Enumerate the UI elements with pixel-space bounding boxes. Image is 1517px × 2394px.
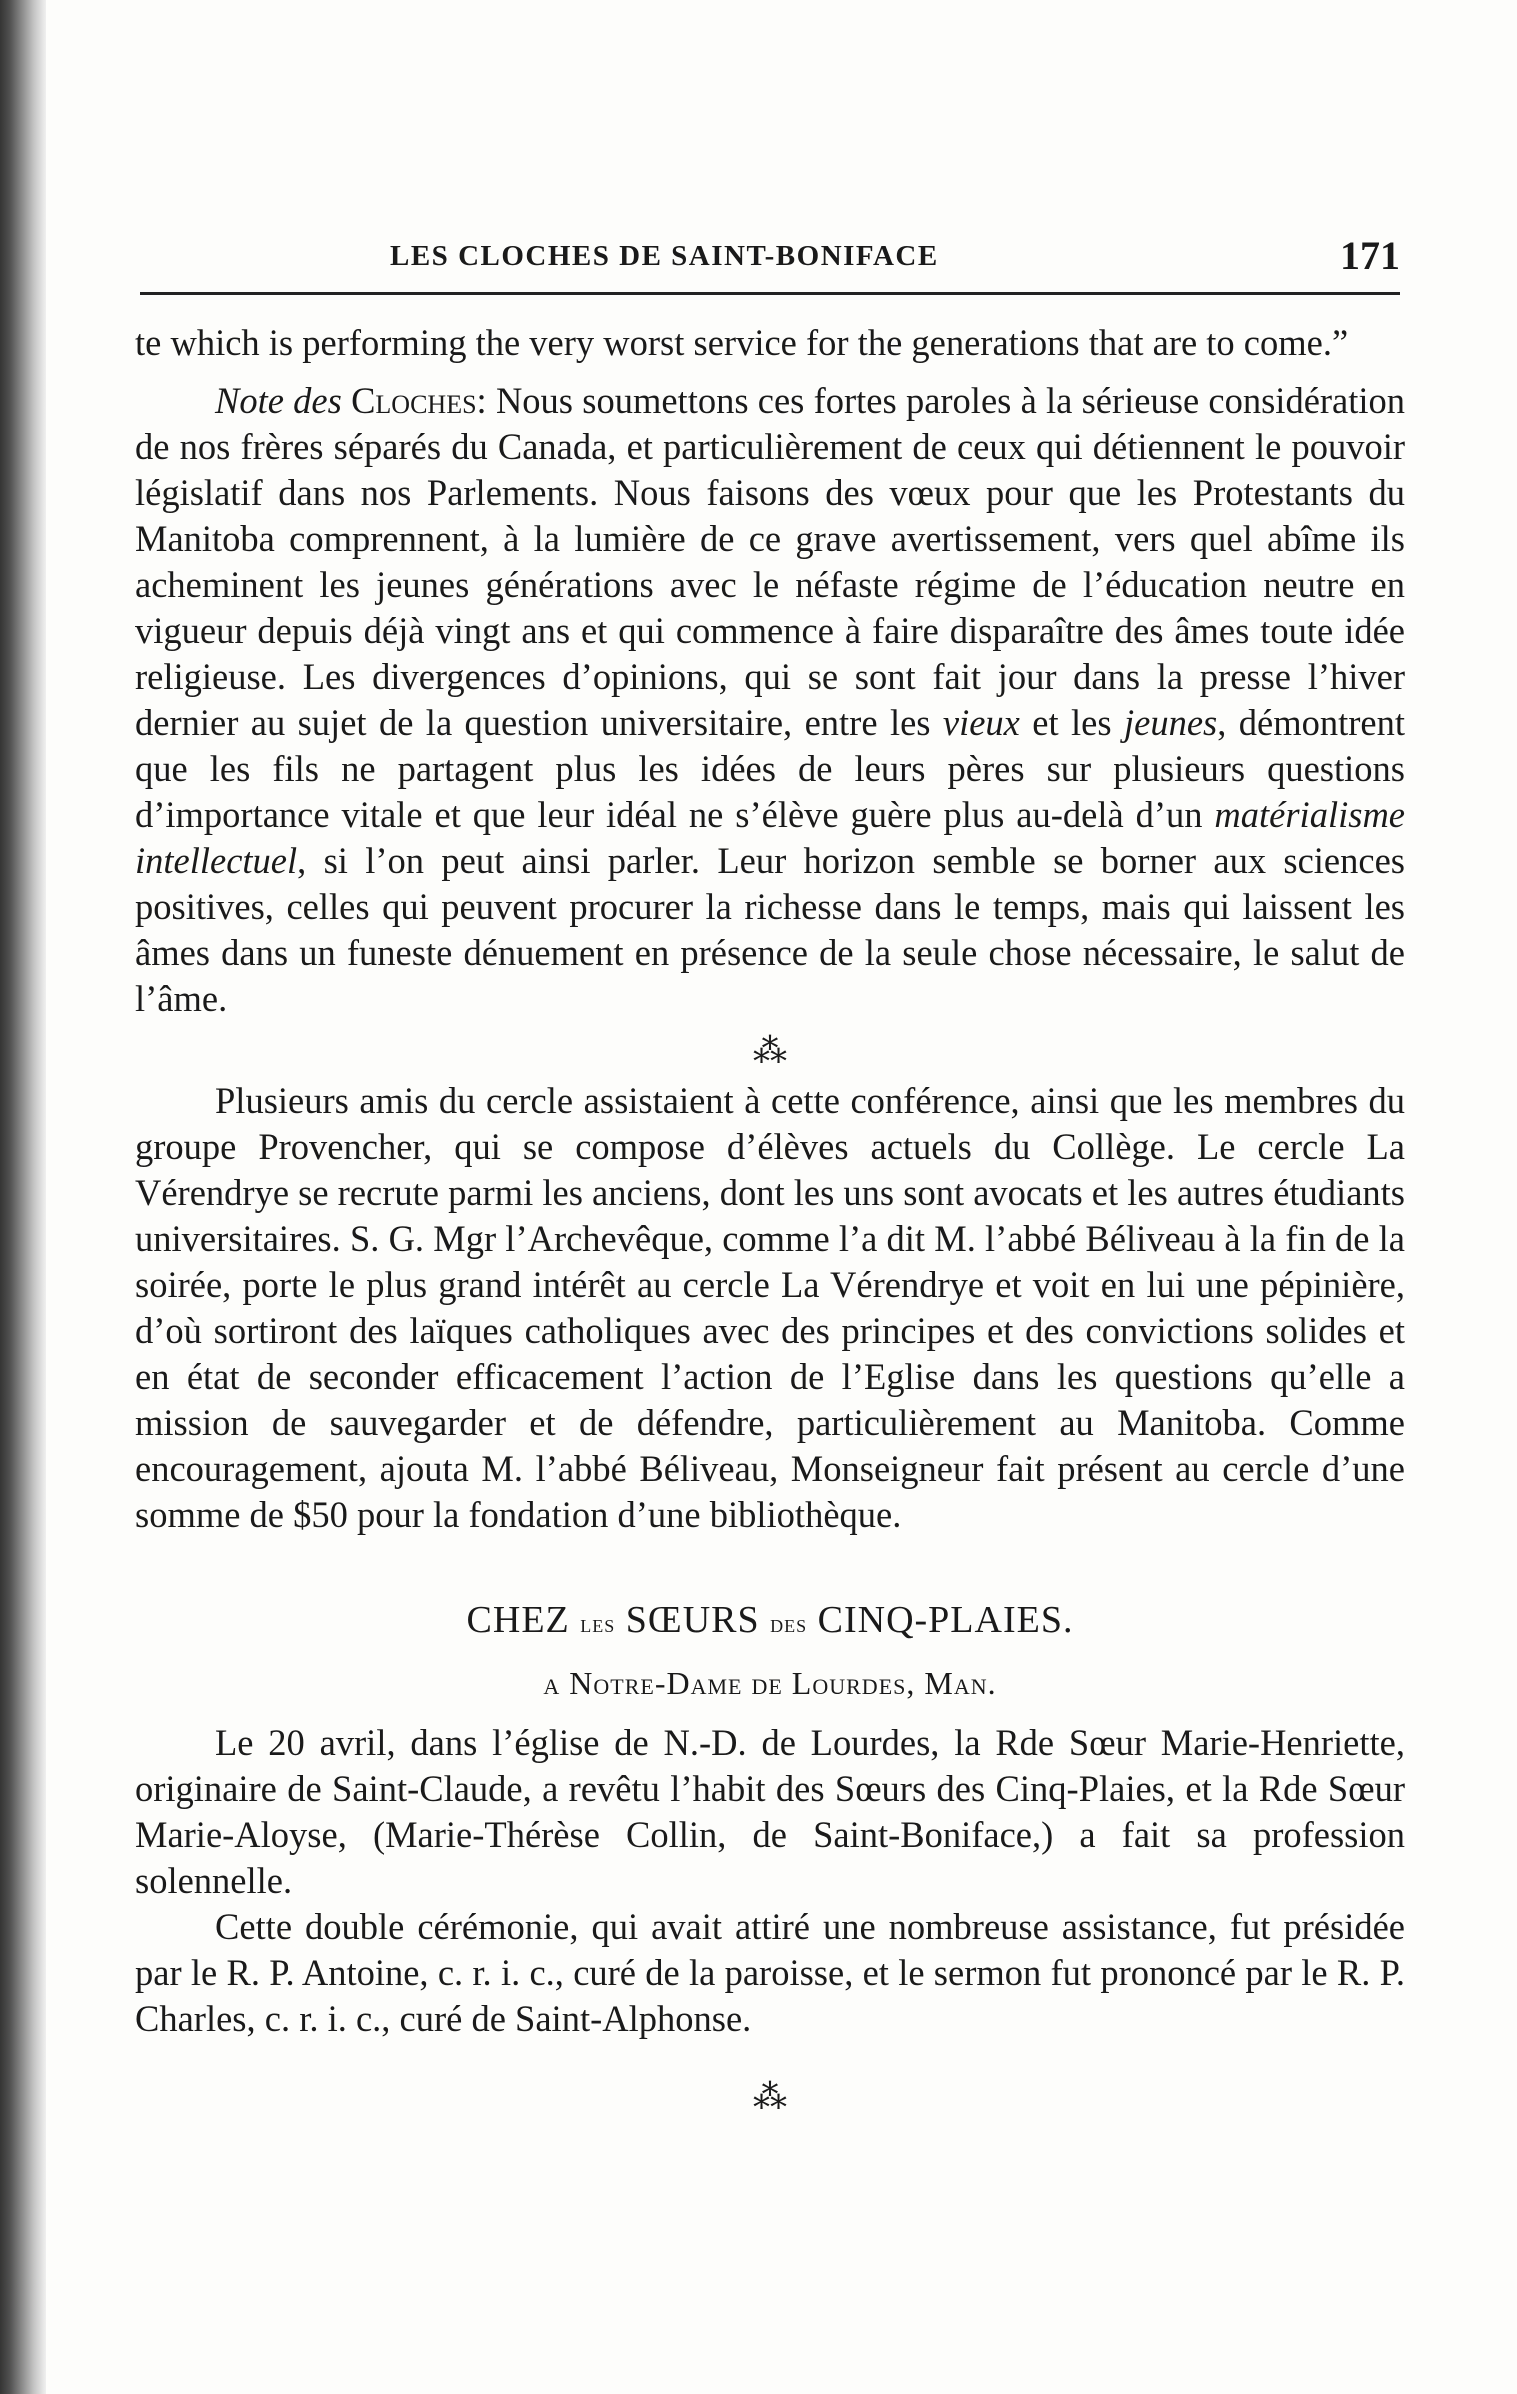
section-title-small-1: les bbox=[580, 1609, 616, 1638]
note-italic-materialisme: matérialisme intellectuel bbox=[135, 794, 1405, 881]
body-text bbox=[135, 320, 1405, 2118]
section-subtitle: a Notre-Dame de Lourdes, Man. bbox=[543, 1665, 997, 1701]
note-text-start: Nous soumettons ces fortes paroles à la sérieuse considération de nos frères séparés du Canada, et particulièrement de ceux qui détiennent le pouvoir législatif dans nos Parlements. Nous faisons des vœux pour que les Protestants du Manitoba comprennent, à la lumière de ce grave avertissement, vers quel abîme ils acheminent les jeunes générations avec le néfaste régime de l’éducation neutre en vigueur depuis déjà vingt ans et qui commence à faire disparaître des âmes toute idée religieuse. Les divergences d’opinions, qui se sont fait jour dans la presse l’hiver dernier au sujet de la question universitaire, entre les bbox=[135, 380, 1406, 743]
bottom-asterism: ⁂ bbox=[753, 2079, 787, 2116]
paragraph-cercle: Plusieurs amis du cercle assistaient à cette conférence, ainsi que les membres du groupe Provencher, qui se compose d’élèves actuels du Collège. Le cercle La Vérendrye se recrute parmi les anciens, dont les uns sont avocats et les autres étudiants universitaires. S. G. Mgr l’Archevêque, comme l’a dit M. l’abbé Béliveau à la fin de la soirée, porte le plus grand intérêt au cercle La Vérendrye et voit en lui une pépinière, d’où sortiront des laïques catholiques avec des principes et des convictions solides et en état de seconder efficacement l’action de l’Eglise dans les questions qu’elle a mission de sauvegarder et de défendre, particulièrement au Manitoba. Comme encouragement, ajouta M. l’abbé Béliveau, Monseigneur fait présent au cercle d’une somme de $50 pour la fondation d’une bibliothèque. bbox=[135, 1080, 1405, 1535]
note-label-colon: : bbox=[476, 380, 487, 421]
section-title-small-2: des bbox=[770, 1609, 808, 1638]
section-title-part-2: SŒURS bbox=[625, 1599, 760, 1641]
note-label-smallcaps: Cloches bbox=[351, 380, 477, 421]
section-title-part-1: CHEZ bbox=[466, 1599, 570, 1641]
note-label-italic: Note des bbox=[215, 380, 342, 421]
asterism: ⁂ bbox=[753, 1033, 787, 1070]
paragraph-quote-end: te which is performing the very worst service for the generations that are to come.” bbox=[135, 322, 1349, 363]
note-text-mid-1: et les bbox=[1019, 702, 1124, 743]
note-italic-jeunes: jeunes bbox=[1124, 702, 1218, 743]
note-text-mid-2: , démontrent que les fils ne partagent plus les idées de leurs pères sur plusieurs questions d’importance vitale et que leur idéal ne s’élève guère plus au-delà d’un bbox=[135, 702, 1406, 835]
running-head: LES CLOCHES DE SAINT-BONIFACE bbox=[390, 240, 939, 272]
page-number: 171 bbox=[1340, 233, 1400, 278]
section-title-part-3: CINQ-PLAIES. bbox=[817, 1599, 1074, 1641]
header-rule bbox=[140, 292, 1400, 295]
paragraph-ceremonie: Cette double cérémonie, qui avait attiré une nombreuse assistance, fut présidée par le R. P. Antoine, c. r. i. c., curé de la paroisse, et le sermon fut prononcé par le R. P. Charles, c. r. i. c., curé de Saint-Alphonse. bbox=[135, 1906, 1405, 2039]
section-title bbox=[135, 1594, 1405, 1650]
note-text-end: , si l’on peut ainsi parler. Leur horizon semble se borner aux sciences positives, celles qui peuvent procurer la richesse dans le temps, mais qui laissent les âmes dans un funeste dénuement en présence de la seule chose nécessaire, le salut de l’âme. bbox=[135, 840, 1405, 1019]
paragraph-lourdes: Le 20 avril, dans l’église de N.-D. de Lourdes, la Rde Sœur Marie-Henriette, originaire de Saint-Claude, a revêtu l’habit des Sœurs des Cinq-Plaies, et la Rde Sœur Marie-Aloyse, (Marie-Thérèse Collin, de Saint-Boniface,) a fait sa profession solennelle. bbox=[135, 1722, 1405, 1901]
paragraph-note bbox=[135, 378, 1405, 1022]
page-header bbox=[140, 232, 1400, 292]
binding-edge bbox=[0, 0, 46, 2394]
note-italic-vieux: vieux bbox=[942, 702, 1020, 743]
